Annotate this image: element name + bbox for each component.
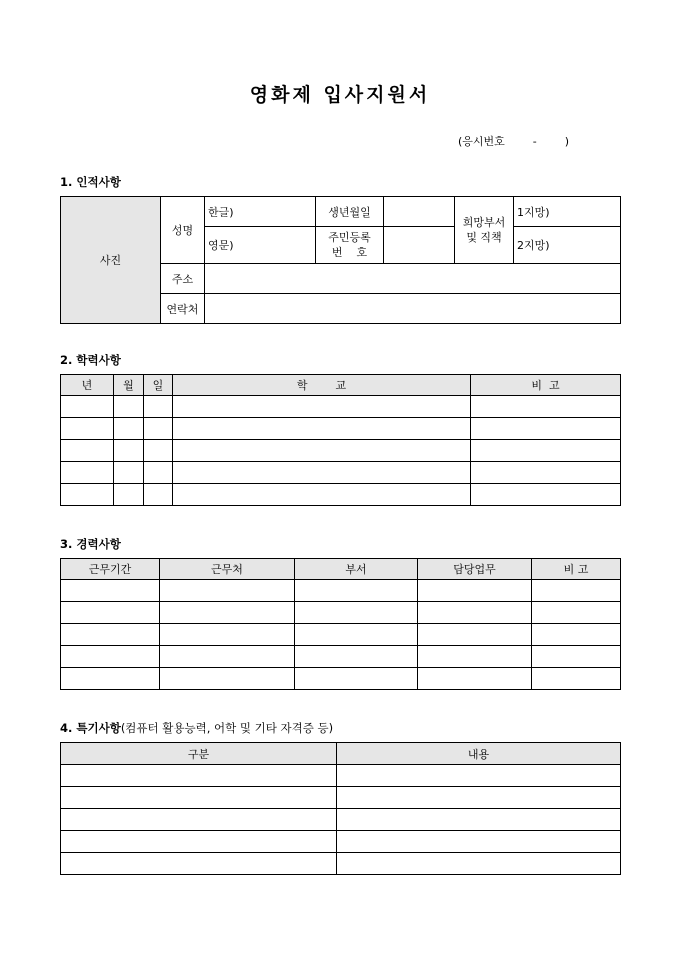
table-cell[interactable] bbox=[295, 624, 418, 646]
table-cell[interactable] bbox=[61, 765, 337, 787]
table-cell[interactable] bbox=[532, 624, 621, 646]
birth-label: 생년월일 bbox=[316, 197, 384, 227]
table-cell[interactable] bbox=[295, 580, 418, 602]
personal-info-table bbox=[60, 196, 621, 324]
special-heading-title: 4. 특기사항 bbox=[60, 721, 121, 735]
table-row bbox=[61, 602, 621, 624]
career-header-workplace: 근무처 bbox=[160, 559, 295, 580]
table-cell[interactable] bbox=[144, 418, 173, 440]
table-cell[interactable] bbox=[61, 809, 337, 831]
education-header-year: 년 bbox=[61, 375, 114, 396]
table-cell[interactable] bbox=[532, 668, 621, 690]
table-cell[interactable] bbox=[418, 646, 532, 668]
table-cell[interactable] bbox=[471, 396, 621, 418]
section-personal-heading: 1. 인적사항 bbox=[60, 175, 121, 189]
table-cell[interactable] bbox=[61, 646, 160, 668]
special-header-category: 구분 bbox=[61, 743, 337, 765]
table-cell[interactable] bbox=[418, 624, 532, 646]
table-row bbox=[61, 580, 621, 602]
table-cell[interactable] bbox=[61, 580, 160, 602]
table-cell[interactable] bbox=[160, 646, 295, 668]
table-cell[interactable] bbox=[61, 831, 337, 853]
address-label: 주소 bbox=[161, 264, 205, 294]
section-education-heading: 2. 학력사항 bbox=[60, 353, 121, 367]
education-table bbox=[60, 374, 621, 506]
table-cell[interactable] bbox=[144, 396, 173, 418]
desired-dept-line1: 희망부서 bbox=[462, 216, 506, 229]
table-cell[interactable] bbox=[61, 602, 160, 624]
table-cell[interactable] bbox=[471, 418, 621, 440]
education-header-school: 학 교 bbox=[173, 375, 471, 396]
application-number: (응시번호 - ) bbox=[458, 135, 570, 148]
table-cell[interactable] bbox=[114, 462, 144, 484]
table-row bbox=[61, 809, 621, 831]
desired-dept-line2: 및 직책 bbox=[466, 231, 502, 244]
contact-field[interactable] bbox=[205, 294, 621, 324]
career-header-duties: 담당업무 bbox=[418, 559, 532, 580]
special-header-content: 내용 bbox=[337, 743, 621, 765]
table-cell[interactable] bbox=[173, 484, 471, 506]
table-row bbox=[61, 765, 621, 787]
resident-number-label bbox=[316, 227, 384, 264]
table-cell[interactable] bbox=[144, 440, 173, 462]
table-row bbox=[61, 396, 621, 418]
table-cell[interactable] bbox=[337, 831, 621, 853]
table-cell[interactable] bbox=[532, 602, 621, 624]
career-header-remarks: 비 고 bbox=[532, 559, 621, 580]
special-skills-table bbox=[60, 742, 621, 875]
table-cell[interactable] bbox=[61, 853, 337, 875]
table-row bbox=[61, 787, 621, 809]
table-cell[interactable] bbox=[173, 462, 471, 484]
document-title: 영화제 입사지원서 bbox=[249, 84, 431, 106]
photo-cell: 사진 bbox=[61, 197, 161, 324]
education-header-remarks: 비 고 bbox=[471, 375, 621, 396]
contact-label: 연락처 bbox=[161, 294, 205, 324]
table-cell[interactable] bbox=[114, 440, 144, 462]
birth-field[interactable] bbox=[384, 197, 455, 227]
table-cell[interactable] bbox=[418, 580, 532, 602]
address-field[interactable] bbox=[205, 264, 621, 294]
table-cell[interactable] bbox=[61, 484, 114, 506]
table-cell[interactable] bbox=[173, 418, 471, 440]
table-cell[interactable] bbox=[532, 646, 621, 668]
table-cell[interactable] bbox=[114, 418, 144, 440]
table-row bbox=[61, 624, 621, 646]
table-cell[interactable] bbox=[160, 602, 295, 624]
special-heading-note: (컴퓨터 활용능력, 어학 및 기타 자격증 등) bbox=[120, 721, 334, 735]
section-career-heading: 3. 경력사항 bbox=[60, 537, 121, 551]
table-row bbox=[61, 484, 621, 506]
table-cell[interactable] bbox=[471, 462, 621, 484]
table-cell[interactable] bbox=[61, 418, 114, 440]
career-header-period: 근무기간 bbox=[61, 559, 160, 580]
table-row bbox=[61, 440, 621, 462]
table-row bbox=[61, 646, 621, 668]
korean-name-field[interactable]: 한글) bbox=[205, 197, 316, 227]
table-row bbox=[61, 853, 621, 875]
table-row bbox=[61, 462, 621, 484]
table-cell[interactable] bbox=[295, 668, 418, 690]
table-cell[interactable] bbox=[295, 646, 418, 668]
table-cell[interactable] bbox=[160, 624, 295, 646]
table-cell[interactable] bbox=[337, 809, 621, 831]
table-cell[interactable] bbox=[295, 602, 418, 624]
table-cell[interactable] bbox=[61, 668, 160, 690]
table-cell[interactable] bbox=[61, 440, 114, 462]
table-cell[interactable] bbox=[337, 765, 621, 787]
table-cell[interactable] bbox=[61, 787, 337, 809]
table-cell[interactable] bbox=[471, 440, 621, 462]
career-table bbox=[60, 558, 621, 690]
table-cell[interactable] bbox=[173, 396, 471, 418]
section-special-heading bbox=[60, 720, 333, 736]
table-cell[interactable] bbox=[61, 462, 114, 484]
resident-label-line1: 주민등록 bbox=[328, 231, 371, 244]
table-row bbox=[61, 831, 621, 853]
table-cell[interactable] bbox=[173, 440, 471, 462]
table-cell[interactable] bbox=[114, 396, 144, 418]
name-label: 성명 bbox=[161, 197, 205, 264]
table-cell[interactable] bbox=[337, 787, 621, 809]
table-cell[interactable] bbox=[532, 580, 621, 602]
table-cell[interactable] bbox=[160, 580, 295, 602]
table-cell[interactable] bbox=[61, 396, 114, 418]
english-name-field[interactable]: 영문) bbox=[205, 227, 316, 264]
table-row bbox=[61, 418, 621, 440]
education-header-month: 월 bbox=[114, 375, 144, 396]
table-cell[interactable] bbox=[144, 484, 173, 506]
table-cell[interactable] bbox=[337, 853, 621, 875]
desired-dept-label bbox=[455, 197, 514, 264]
resident-number-field[interactable] bbox=[384, 227, 455, 264]
education-header-day: 일 bbox=[144, 375, 173, 396]
table-cell[interactable] bbox=[160, 668, 295, 690]
second-choice-field[interactable]: 2지망) bbox=[514, 227, 621, 264]
resident-label-line2: 번 호 bbox=[331, 246, 368, 259]
table-cell[interactable] bbox=[418, 602, 532, 624]
career-header-department: 부서 bbox=[295, 559, 418, 580]
table-cell[interactable] bbox=[418, 668, 532, 690]
table-cell[interactable] bbox=[61, 624, 160, 646]
table-row bbox=[61, 668, 621, 690]
table-cell[interactable] bbox=[144, 462, 173, 484]
table-cell[interactable] bbox=[114, 484, 144, 506]
first-choice-field[interactable]: 1지망) bbox=[514, 197, 621, 227]
table-cell[interactable] bbox=[471, 484, 621, 506]
